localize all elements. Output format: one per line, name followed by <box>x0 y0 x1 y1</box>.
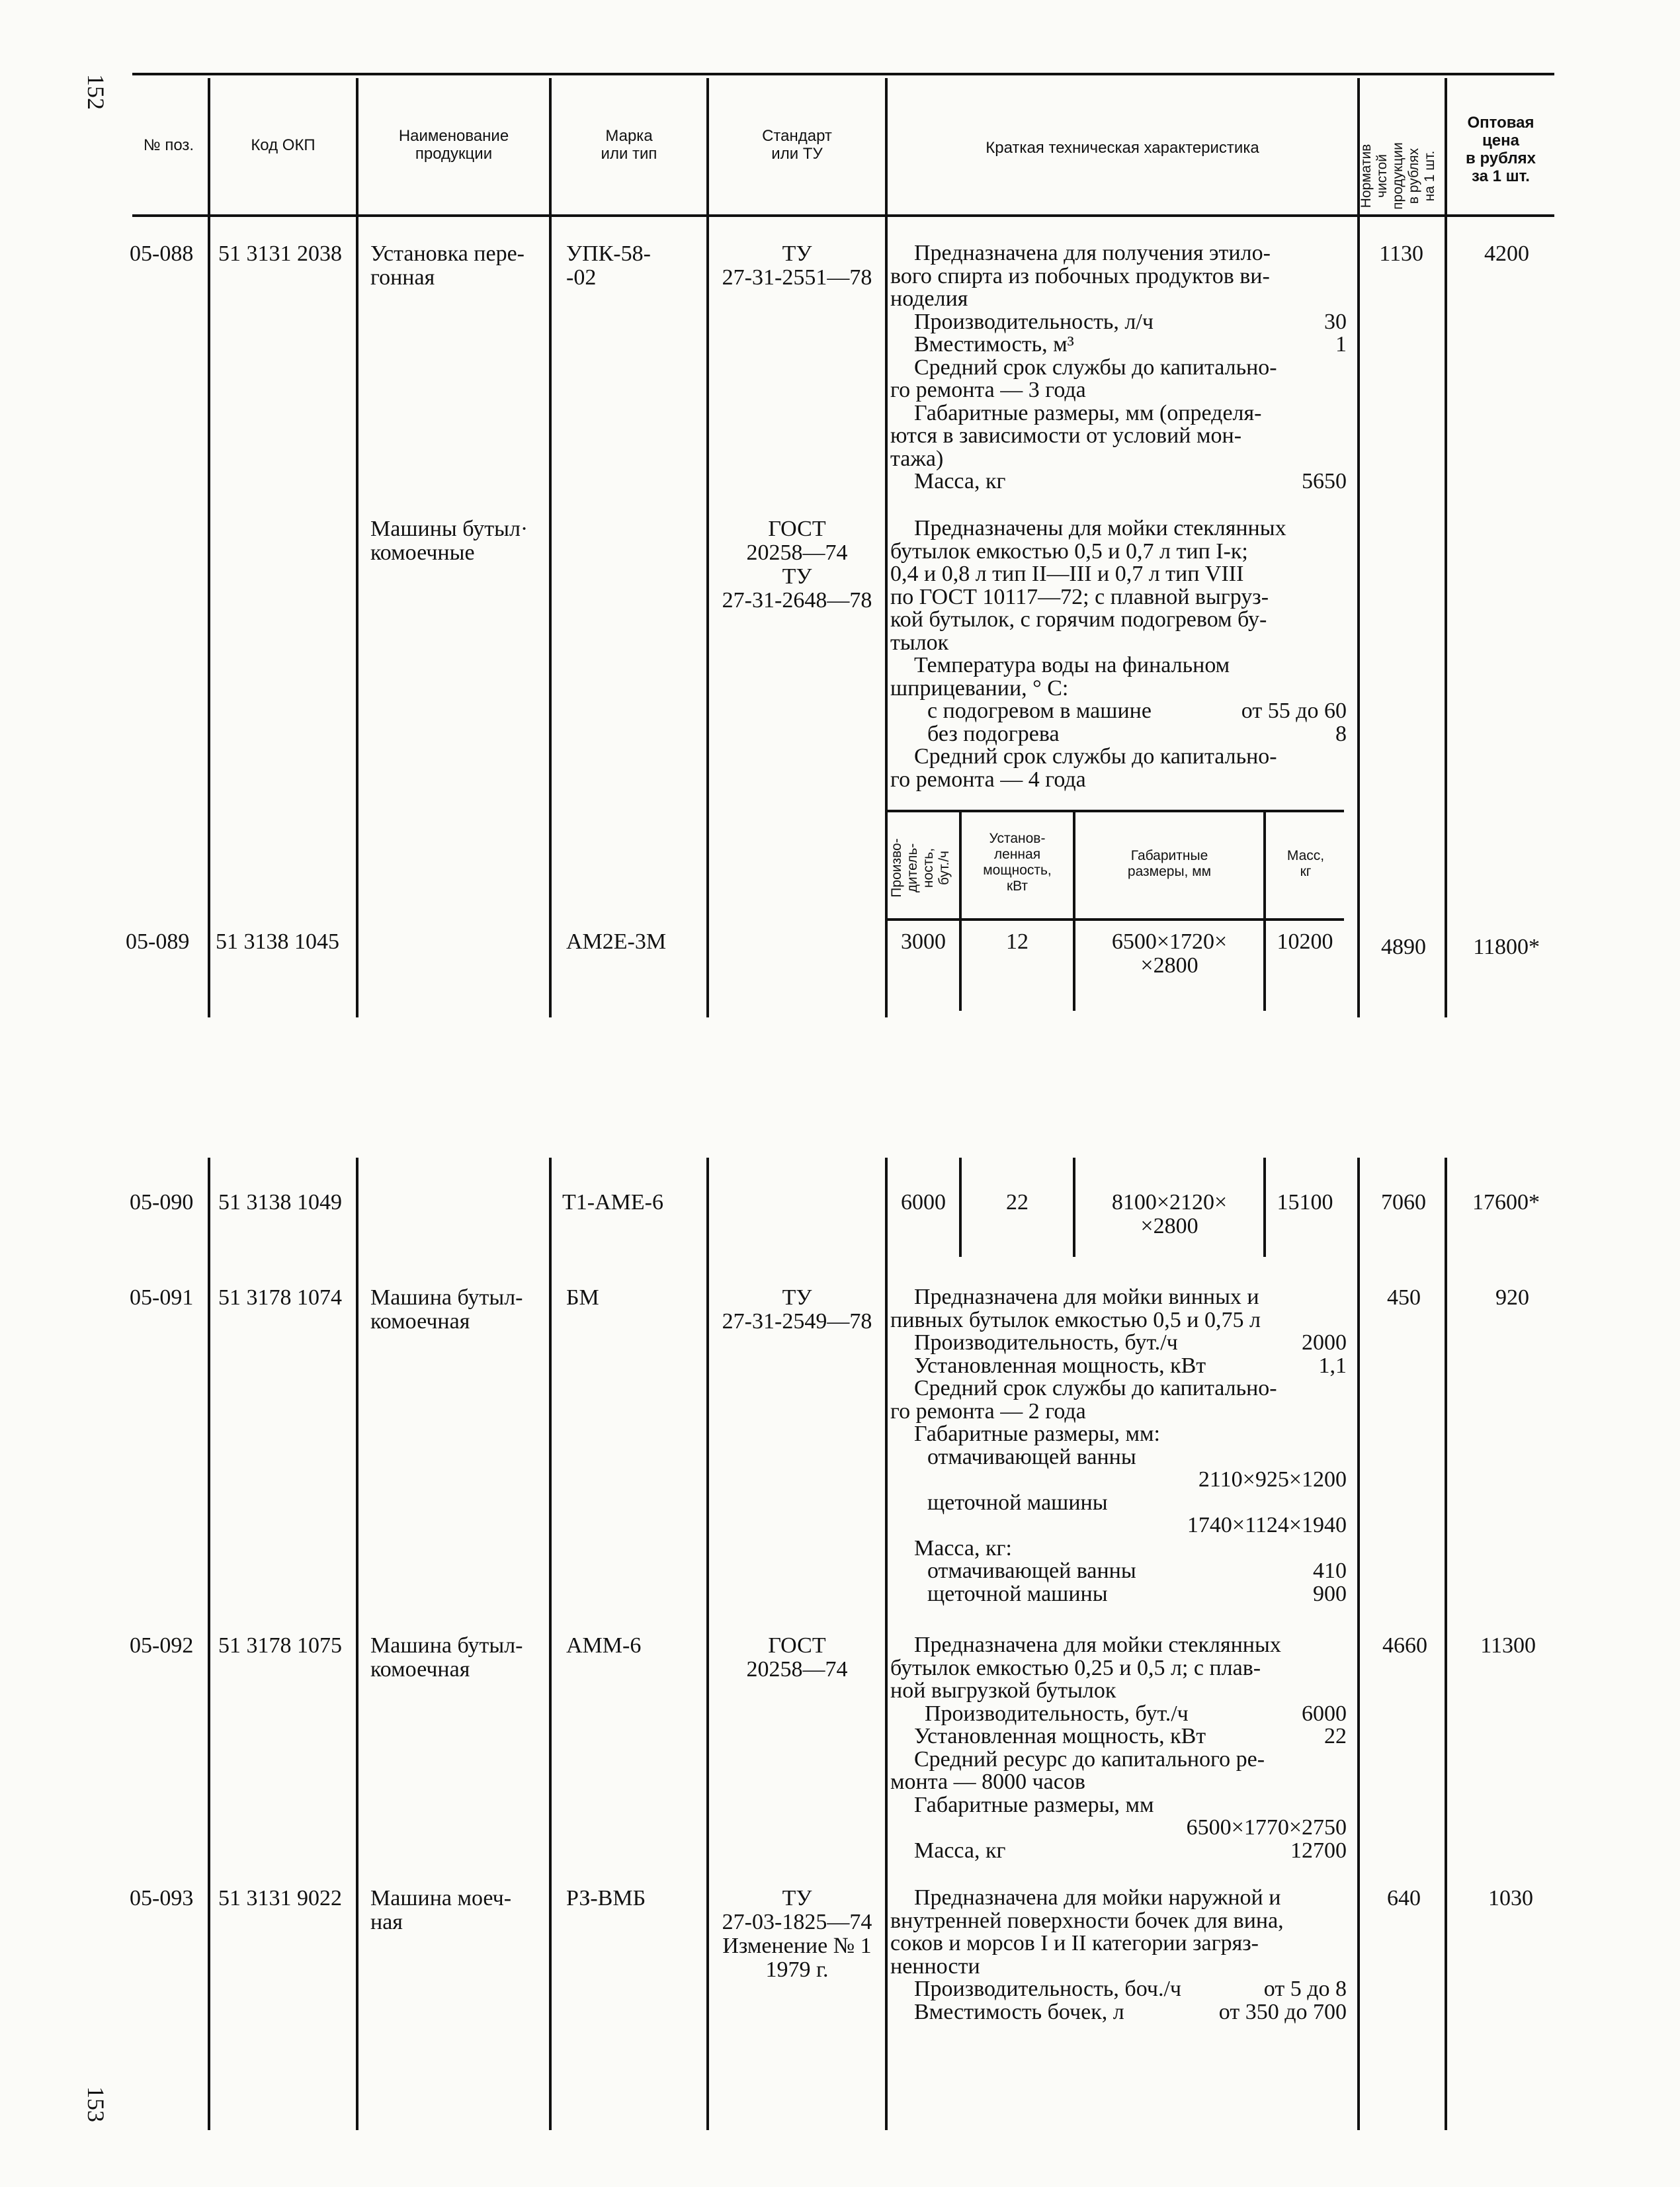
subheader-mass: Масс, кг <box>1286 848 1325 879</box>
row-092-name: Машина бутыл- комоечная <box>370 1633 523 1682</box>
row-092-characteristic: Предназначена для мойки стеклянных бутылок емкостью 0,25 и 0,5 л; с плав- ной выгрузкой бутылок Производительность, бут./ч 6000 Установленная мощность, кВт 22 Средний ресурс до капитального ре- монта — 8000 часов Габаритные размеры, мм 6500×1770×2750 Масса, кг 12700 <box>890 1633 1347 1863</box>
row-092-norm: 4660 <box>1382 1633 1427 1658</box>
header-bottom-rule <box>132 214 1554 217</box>
row-089-productivity: 3000 <box>901 929 946 954</box>
row-092-pos: 05-092 <box>130 1633 194 1658</box>
subtable-header-rule <box>888 918 1344 921</box>
row-091-pos: 05-091 <box>130 1285 194 1310</box>
row-088-name: Установка пере- гонная <box>370 241 525 290</box>
row-088-characteristic: Предназначена для получения этило- вого спирта из побочных продуктов ви- ноделия Производительность, л/ч 30 Вместимость, м³ 1 Средний срок службы до капитально- го ремонта — 3 года Габаритные размеры, мм (определя- ются в зависимости от условий мон- тажа) Масса, кг 5650 <box>890 241 1347 493</box>
header-norm: Норматив чистой продукции в рублях на 1 шт. <box>1359 142 1437 210</box>
row-091-norm: 450 <box>1387 1285 1421 1310</box>
table-top-rule <box>132 73 1554 75</box>
column-divider <box>549 1158 552 2130</box>
row-093-standard: ТУ 27-03-1825—74 Изменение № 1 1979 г. <box>722 1886 872 1982</box>
row-093-mark: РЗ-ВМБ <box>566 1886 646 1910</box>
row-089-norm: 4890 <box>1381 935 1426 959</box>
row-092-price: 11300 <box>1480 1633 1536 1658</box>
row-090-norm: 7060 <box>1381 1190 1426 1215</box>
page-number-top: 152 <box>83 74 109 110</box>
subtable-divider <box>1073 812 1075 1011</box>
header-mark: Марка или тип <box>601 127 657 163</box>
subheader-power: Установ- ленная мощность, кВт <box>983 831 1052 894</box>
header-okp: Код ОКП <box>251 136 315 154</box>
header-name: Наименование продукции <box>398 127 509 163</box>
row-091-okp: 51 3178 1074 <box>218 1285 342 1310</box>
row-092-mark: АММ-6 <box>566 1633 642 1658</box>
row-090-power: 22 <box>1006 1190 1029 1215</box>
column-divider <box>885 1158 888 2130</box>
header-standard: Стандарт или ТУ <box>762 127 832 163</box>
row-092-okp: 51 3178 1075 <box>218 1633 342 1658</box>
row-089-mark: АМ2Е-3М <box>566 929 667 954</box>
column-divider <box>208 78 210 1017</box>
row-089-okp: 51 3138 1045 <box>216 929 339 954</box>
column-divider <box>356 1158 358 2130</box>
row-090-okp: 51 3138 1049 <box>218 1190 342 1215</box>
row-088-mark: УПК-58- -02 <box>566 241 651 290</box>
row-089-dimensions: 6500×1720× ×2800 <box>1111 929 1228 978</box>
row-088-price: 4200 <box>1484 241 1529 266</box>
header-characteristic: Краткая техническая характеристика <box>986 139 1259 157</box>
row-089-pos: 05-089 <box>126 929 190 954</box>
row-090-price: 17600* <box>1472 1190 1540 1215</box>
subtable-top-rule <box>888 810 1344 812</box>
row-088-okp: 51 3131 2038 <box>218 241 342 266</box>
row-088-pos: 05-088 <box>130 241 194 266</box>
header-pos: № поз. <box>143 136 194 154</box>
row-090-mass: 15100 <box>1277 1190 1333 1215</box>
column-divider <box>549 78 552 1017</box>
row-090-mark: Т1-АМЕ-6 <box>562 1190 663 1215</box>
row-091-price: 920 <box>1495 1285 1529 1310</box>
row-091-name: Машина бутыл- комоечная <box>370 1285 523 1334</box>
subheader-dimensions: Габаритные размеры, мм <box>1127 848 1212 879</box>
page-number-bottom: 153 <box>83 2086 109 2122</box>
row-091-mark: БМ <box>566 1285 599 1310</box>
group-characteristic: Предназначены для мойки стеклянных бутылок емкостью 0,5 и 0,7 л тип I-к; 0,4 и 0,8 л тип II—III и 0,7 л тип VIII по ГОСТ 10117—72; с плавной выгруз- кой бутылок, с горячим подогревом бу- тылок Температура воды на финальном шприцевании, ° С: с подогревом в машине от 55 до 60 без подогрева 8 Средний срок службы до капитально- го ремонта — 4 года <box>890 516 1347 792</box>
row-093-characteristic: Предназначена для мойки наружной и внутренней поверхности бочек для вина, соков и морсов I и II категории загряз- ненности Производительность, боч./ч от 5 до 8 Вместимость бочек, л от 350 до 700 <box>890 1885 1347 2024</box>
row-093-okp: 51 3131 9022 <box>218 1886 342 1910</box>
column-divider <box>356 78 358 1017</box>
row-090-productivity: 6000 <box>901 1190 946 1215</box>
row-088-standard: ТУ 27-31-2551—78 <box>722 241 872 290</box>
group-name: Машины бутыл· комоечные <box>370 517 528 565</box>
row-091-standard: ТУ 27-31-2549—78 <box>722 1285 872 1334</box>
row-093-price: 1030 <box>1488 1886 1533 1910</box>
row-089-mass: 10200 <box>1277 929 1333 954</box>
row-092-standard: ГОСТ 20258—74 <box>746 1633 848 1682</box>
row-088-norm: 1130 <box>1379 241 1423 266</box>
column-divider <box>208 1158 210 2130</box>
row-089-power: 12 <box>1006 929 1029 954</box>
row-089-price: 11800* <box>1473 935 1540 959</box>
column-divider <box>885 78 888 1017</box>
row-091-characteristic: Предназначена для мойки винных и пивных бутылок емкостью 0,5 и 0,75 л Производительность, бут./ч 2000 Установленная мощность, кВт 1,1 Средний срок службы до капитально- го ремонта — 2 года Габаритные размеры, мм: отмачивающей ванны 2110×925×1200 щеточной машины 1740×1124×1940 Масса, кг: отмачивающей ванны 410 щеточной машины 900 <box>890 1285 1347 1606</box>
subtable-divider <box>1263 812 1266 1011</box>
row-090-dimensions: 8100×2120× ×2800 <box>1111 1190 1228 1238</box>
subheader-productivity: Произво- дитель- ность, бут./ч <box>889 838 952 898</box>
row-093-pos: 05-093 <box>130 1886 194 1910</box>
row-093-norm: 640 <box>1387 1886 1421 1910</box>
row-090-pos: 05-090 <box>130 1190 194 1215</box>
group-standard: ГОСТ 20258—74 ТУ 27-31-2648—78 <box>722 517 872 613</box>
header-price: Оптовая цена в рублях за 1 шт. <box>1466 114 1536 185</box>
row-093-name: Машина моеч- ная <box>370 1886 512 1934</box>
